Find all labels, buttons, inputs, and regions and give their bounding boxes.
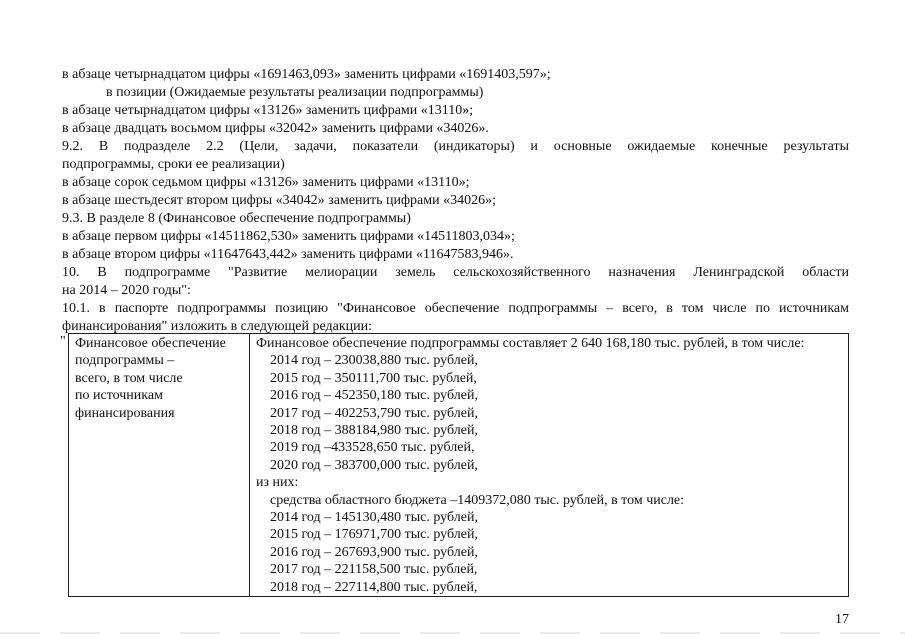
paragraph-line: 10. В подпрограмме "Развитие мелиорации земель сельскохозяйственного назначения Ленинградской области bbox=[62, 265, 849, 280]
cell-line: 2016 год – 267693,900 тыс. рублей, bbox=[270, 544, 478, 560]
cell-line: из них: bbox=[256, 475, 299, 491]
cell-line: по источникам bbox=[75, 388, 163, 404]
paragraph-line: в абзаце двадцать восьмом цифры «32042» заменить цифрами «34026». bbox=[62, 121, 489, 136]
scan-artifact bbox=[0, 632, 905, 634]
cell-line: 2018 год – 227114,800 тыс. рублей, bbox=[270, 579, 478, 595]
cell-line: 2016 год – 452350,180 тыс. рублей, bbox=[270, 388, 478, 404]
cell-line: 2019 год –433528,650 тыс. рублей, bbox=[270, 440, 475, 456]
cell-line: 2015 год – 350111,700 тыс. рублей, bbox=[270, 370, 477, 386]
cell-line: Финансовое обеспечение bbox=[75, 336, 226, 351]
paragraph-line: 9.3. В разделе 8 (Финансовое обеспечение подпрограммы) bbox=[62, 211, 411, 226]
cell-line: 2017 год – 402253,790 тыс. рублей, bbox=[270, 405, 478, 421]
cell-line: 2015 год – 176971,700 тыс. рублей, bbox=[270, 527, 478, 543]
table-cell-label bbox=[69, 334, 250, 597]
cell-line: финансирования bbox=[75, 405, 175, 421]
table-cell-value bbox=[250, 334, 849, 597]
paragraph-line: в абзаце первом цифры «14511862,530» заменить цифрами «14511803,034»; bbox=[62, 229, 515, 244]
paragraph-line: в абзаце шестьдесят втором цифры «34042» заменить цифрами «34026»; bbox=[62, 193, 496, 208]
cell-line: Финансовое обеспечение подпрограммы составляет 2 640 168,180 тыс. рублей, в том числе: bbox=[256, 336, 805, 351]
cell-line: 2014 год – 230038,880 тыс. рублей, bbox=[270, 353, 478, 369]
cell-line: средства областного бюджета –1409372,080 тыс. рублей, в том числе: bbox=[270, 492, 685, 508]
cell-line: подпрограммы – bbox=[75, 353, 175, 369]
paragraph-line: финансирования" изложить в следующей редакции: bbox=[62, 319, 373, 334]
financing-table bbox=[68, 333, 849, 597]
cell-line: 2017 год – 221158,500 тыс. рублей, bbox=[270, 562, 478, 578]
paragraph-line: 10.1. в паспорте подпрограммы позицию "Финансовое обеспечение подпрограммы – всего, в том числе по источникам bbox=[62, 301, 849, 316]
cell-line: 2018 год – 388184,980 тыс. рублей, bbox=[270, 423, 478, 439]
paragraph-line: в абзаце втором цифры «11647643,442» заменить цифрами «11647583,946». bbox=[62, 247, 514, 262]
cell-line: всего, в том числе bbox=[75, 370, 183, 386]
page-number: 17 bbox=[835, 612, 849, 627]
cell-line: 2020 год – 383700,000 тыс. рублей, bbox=[270, 457, 478, 473]
cell-line: 2014 год – 145130,480 тыс. рублей, bbox=[270, 510, 478, 526]
table-row bbox=[69, 334, 849, 597]
paragraph-line: подпрограммы, сроки ее реализации) bbox=[62, 157, 285, 172]
paragraph-line: в позиции (Ожидаемые результаты реализации подпрограммы) bbox=[106, 85, 484, 100]
paragraph-line: в абзаце сорок седьмом цифры «13126» заменить цифрами «13110»; bbox=[62, 175, 470, 190]
paragraph-line: в абзаце четырнадцатом цифры «1691463,093» заменить цифрами «1691403,597»; bbox=[62, 67, 551, 82]
opening-quote: " bbox=[60, 334, 66, 349]
paragraph-line: в абзаце четырнадцатом цифры «13126» заменить цифрами «13110»; bbox=[62, 103, 474, 118]
paragraph-line: на 2014 – 2020 годы": bbox=[62, 283, 191, 298]
paragraph-line: 9.2. В подразделе 2.2 (Цели, задачи, показатели (индикаторы) и основные ожидаемые конечные результаты bbox=[62, 139, 849, 154]
